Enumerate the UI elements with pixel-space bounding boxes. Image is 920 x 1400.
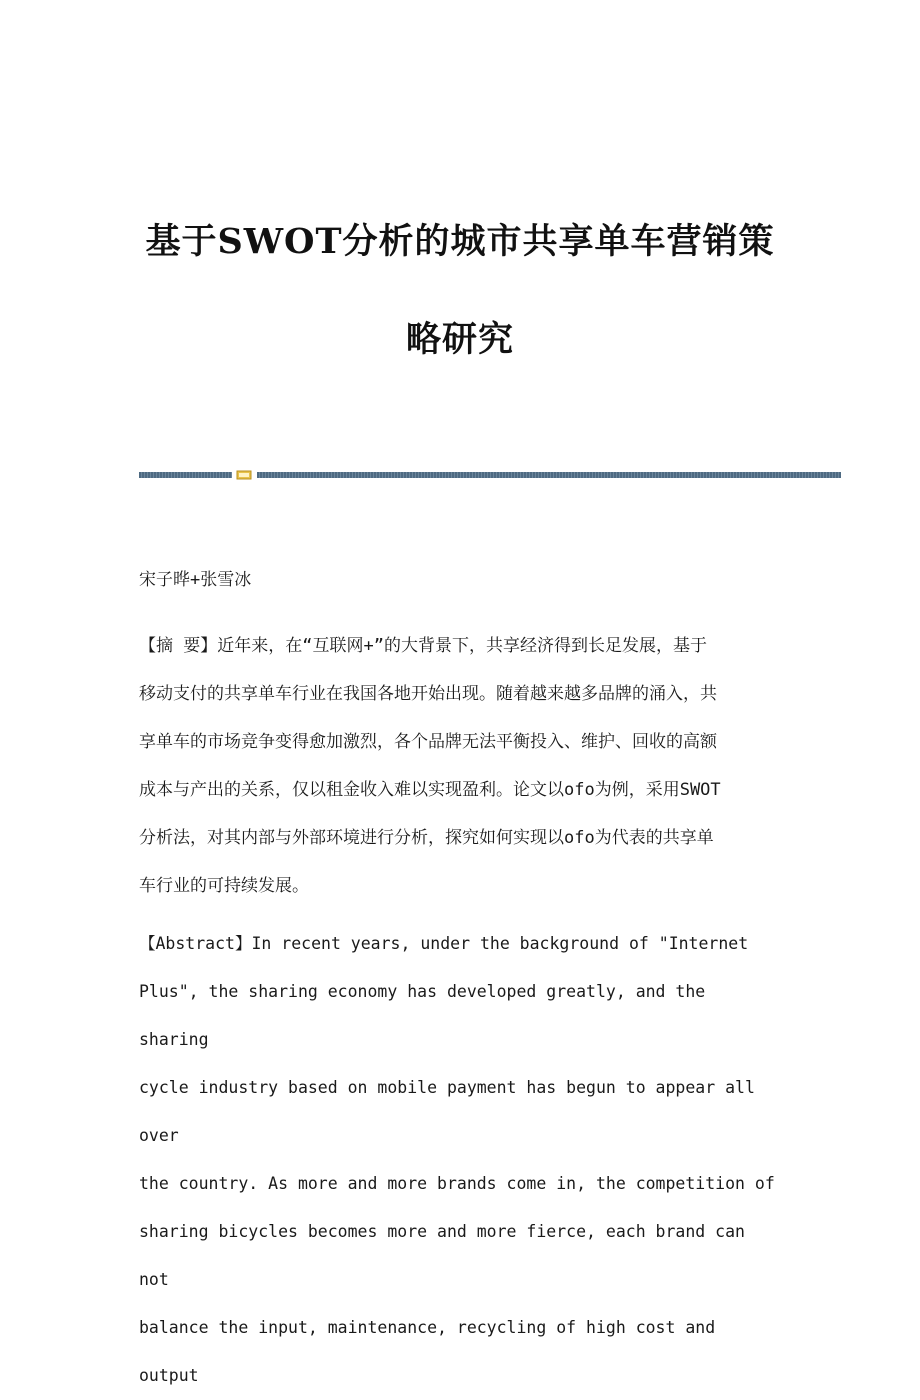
abstract-english: 【Abstract】In recent years, under the background of "Internet Plus", the sharing economy has developed greatly, and the sharing cycle industry based on mobile payment has begun to appear all over the country. As more and more brands come in, the competition of sharing bicycles becomes more and more fierce, each brand can not balance the input, maintenance, recycling of high cost and output — [139, 934, 775, 1385]
abstract-chinese: 【摘 要】近年来，在“互联网+”的大背景下，共享经济得到长足发展，基于 移动支付的共享单车行业在我国各地开始出现。随着越来越多品牌的涌入，共 享单车的市场竞争变得愈加激烈，各个品牌无法平衡投入、维护、回收的高额 成本与产出的关系，仅以租金收入难以实现盈利。论文以ofo为例，采用SWOT 分析法，对其内部与外部环境进行分析，探究如何实现以ofo为代表的共享单 车行业的可持续发展。 — [139, 636, 721, 896]
authors: 宋子晔+张雪冰 — [139, 570, 252, 590]
title-divider — [139, 468, 841, 482]
divider-bar-left — [139, 472, 232, 478]
divider-bar-right — [257, 472, 841, 478]
paper-title-line-1: 基于SWOT分析的城市共享单车营销策 — [145, 221, 775, 262]
paper-title-line-2: 略研究 — [405, 319, 514, 360]
divider-ornament-icon — [236, 469, 252, 481]
